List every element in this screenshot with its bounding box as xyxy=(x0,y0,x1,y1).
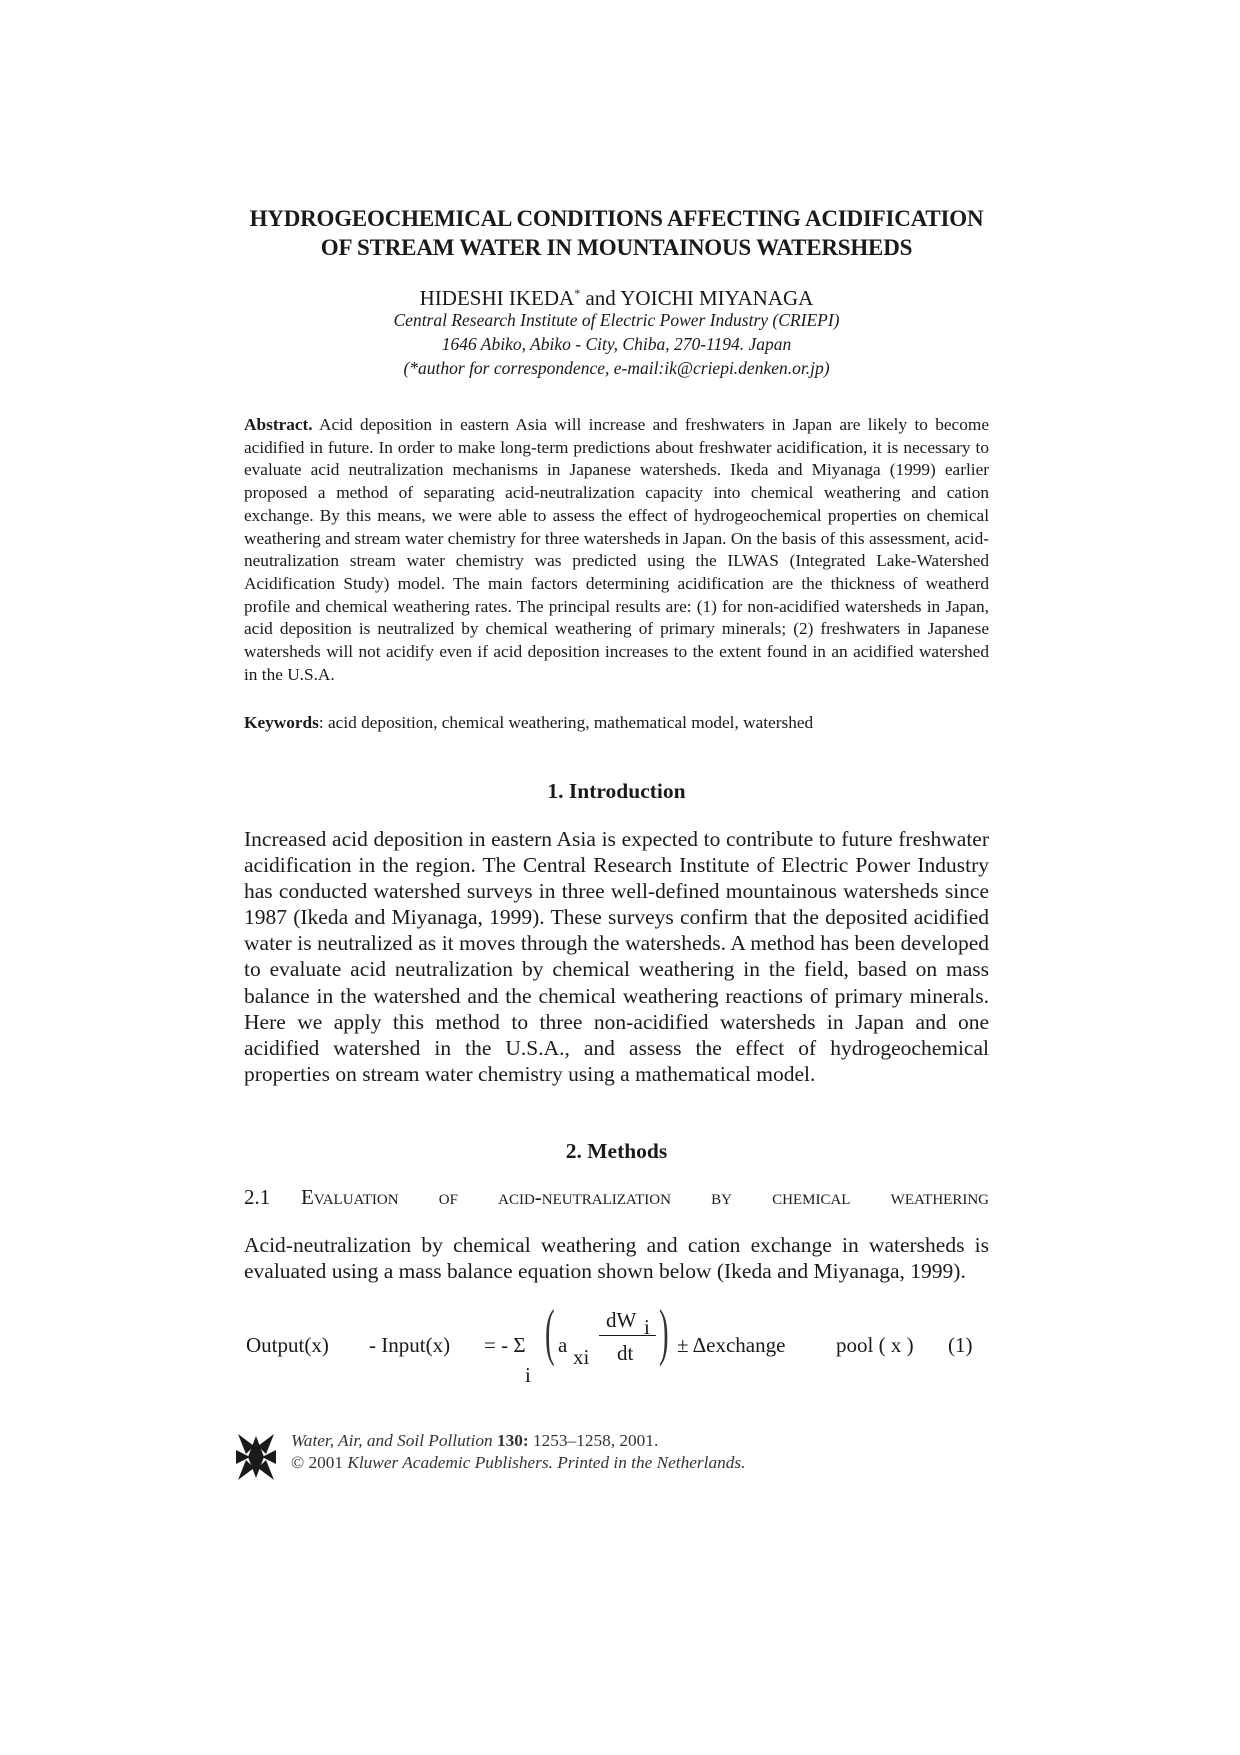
introduction-paragraph: Increased acid deposition in eastern Asia is expected to contribute to future freshwater acidification in the region. The Central Research Institute of Electric Power Industry has conducted watershed surveys in three well-defined mountainous watersheds since 1987 (Ikeda and Miyanaga, 1999). These surveys confirm that the deposited acidified water is neutralized as it moves through the watersheds. A method has been developed to evaluate acid neutralization by chemical weathering in the field, based on mass balance in the watershed and the chemical weathering reactions of primary minerals. Here we apply this method to three non-acidified watersheds in Japan and one acidified watershed in the U.S.A., and assess the effect of hydrogeochemical properties on stream water chemistry using a mathematical model. xyxy=(244,827,989,1086)
author-name: HIDESHI IKEDA xyxy=(419,286,575,310)
equation-input: - Input(x) xyxy=(369,1333,451,1357)
keywords-text: : acid deposition, chemical weathering, mathematical model, watershed xyxy=(318,713,814,732)
abstract xyxy=(244,414,989,686)
affiliation xyxy=(244,308,989,380)
equation-exchange: ± Δexchange xyxy=(677,1333,786,1357)
subsection-word: acid-neutralization xyxy=(498,1185,671,1209)
citation-line xyxy=(291,1430,658,1452)
equation-output: Output(x) xyxy=(246,1333,329,1357)
affiliation-line: (*author for correspondence, e-mail:ik@criepi.denken.or.jp) xyxy=(403,358,830,378)
equation-numerator-subscript: i xyxy=(644,1315,650,1339)
author-line xyxy=(244,280,989,311)
equation-sum-index: i xyxy=(525,1363,531,1387)
equation-sum: = - Σ xyxy=(484,1333,526,1357)
mass-balance-equation xyxy=(244,1296,989,1390)
methods-paragraph: Acid-neutralization by chemical weathering and cation exchange in watersheds is evaluated using a mass balance equation shown below (Ikeda and Miyanaga, 1999). xyxy=(244,1233,989,1284)
abstract-text: Acid deposition in eastern Asia will increase and freshwaters in Japan are likely to become acidified in future. In order to make long-term predictions about freshwater acidification, it is necessary to evaluate acid neutralization mechanisms in Japanese watersheds. Ikeda and Miyanaga (1999) earlier proposed a method of separating acid-neutralization capacity into chemical weathering and cation exchange. By this means, we were able to assess the effect of hydrogeochemical properties on chemical weathering and stream water chemistry for three watersheds in Japan. On the basis of this assessment, acid-neutralization stream water chemistry was predicted using the ILWAS (Integrated Lake-Watershed Acidification Study) model. The main factors determining acidification are the thickness of weatherd profile and chemical weathering rates. The principal results are: (1) for non-acidified watersheds in Japan, acid deposition is neutralized by chemical weathering of primary minerals; (2) freshwaters in Japanese watersheds will not acidify even if acid deposition increases to the extent found in an acidified watershed in the U.S.A. xyxy=(244,415,989,684)
author-join: and xyxy=(585,286,616,310)
author-name: YOICHI MIYANAGA xyxy=(620,286,814,310)
left-paren: ( xyxy=(545,1296,555,1367)
affiliation-line: Central Research Institute of Electric Power Industry (CRIEPI) xyxy=(393,310,840,330)
title-line: HYDROGEOCHEMICAL CONDITIONS AFFECTING ACIDIFICATION xyxy=(249,206,984,231)
equation-a-subscript: xi xyxy=(573,1345,590,1369)
subsection-word: weathering xyxy=(890,1185,989,1209)
title-line: OF STREAM WATER IN MOUNTAINOUS WATERSHEDS xyxy=(320,235,913,260)
subsection-word: of xyxy=(438,1185,458,1209)
journal-pages: 1253–1258, 2001. xyxy=(532,1431,659,1450)
fraction-bar xyxy=(599,1335,656,1336)
abstract-label: Abstract. xyxy=(244,415,313,434)
publisher: Kluwer Academic Publishers. Printed in the Netherlands. xyxy=(347,1453,746,1472)
equation-number: (1) xyxy=(948,1333,973,1357)
subsection-title xyxy=(301,1184,989,1210)
equation-denominator: dt xyxy=(617,1341,634,1365)
copyright-line xyxy=(291,1452,745,1474)
subsection-word: Evaluation xyxy=(301,1185,399,1209)
subsection-word: chemical xyxy=(772,1185,851,1209)
subsection-word: by xyxy=(711,1185,732,1209)
section-heading-introduction: 1. Introduction xyxy=(547,779,686,803)
right-paren: ) xyxy=(659,1296,669,1367)
copyright: © 2001 xyxy=(291,1453,344,1472)
affiliation-line: 1646 Abiko, Abiko - City, Chiba, 270-1194. Japan xyxy=(441,334,792,354)
section-heading-methods: 2. Methods xyxy=(565,1139,668,1163)
journal-name: Water, Air, and Soil Pollution xyxy=(291,1431,493,1450)
journal-volume: 130: xyxy=(496,1431,529,1450)
keywords xyxy=(244,712,989,734)
keywords-label: Keywords xyxy=(244,713,319,732)
journal-footer xyxy=(236,1430,936,1490)
subsection-number: 2.1 xyxy=(244,1185,271,1209)
paper-title xyxy=(244,204,989,262)
equation-a: a xyxy=(558,1333,568,1357)
publisher-logo-icon xyxy=(236,1432,276,1482)
subsection-heading xyxy=(244,1184,989,1210)
equation-pool: pool ( x ) xyxy=(836,1333,914,1357)
correspondence-mark: * xyxy=(574,286,581,300)
equation-numerator: dW xyxy=(606,1308,637,1332)
